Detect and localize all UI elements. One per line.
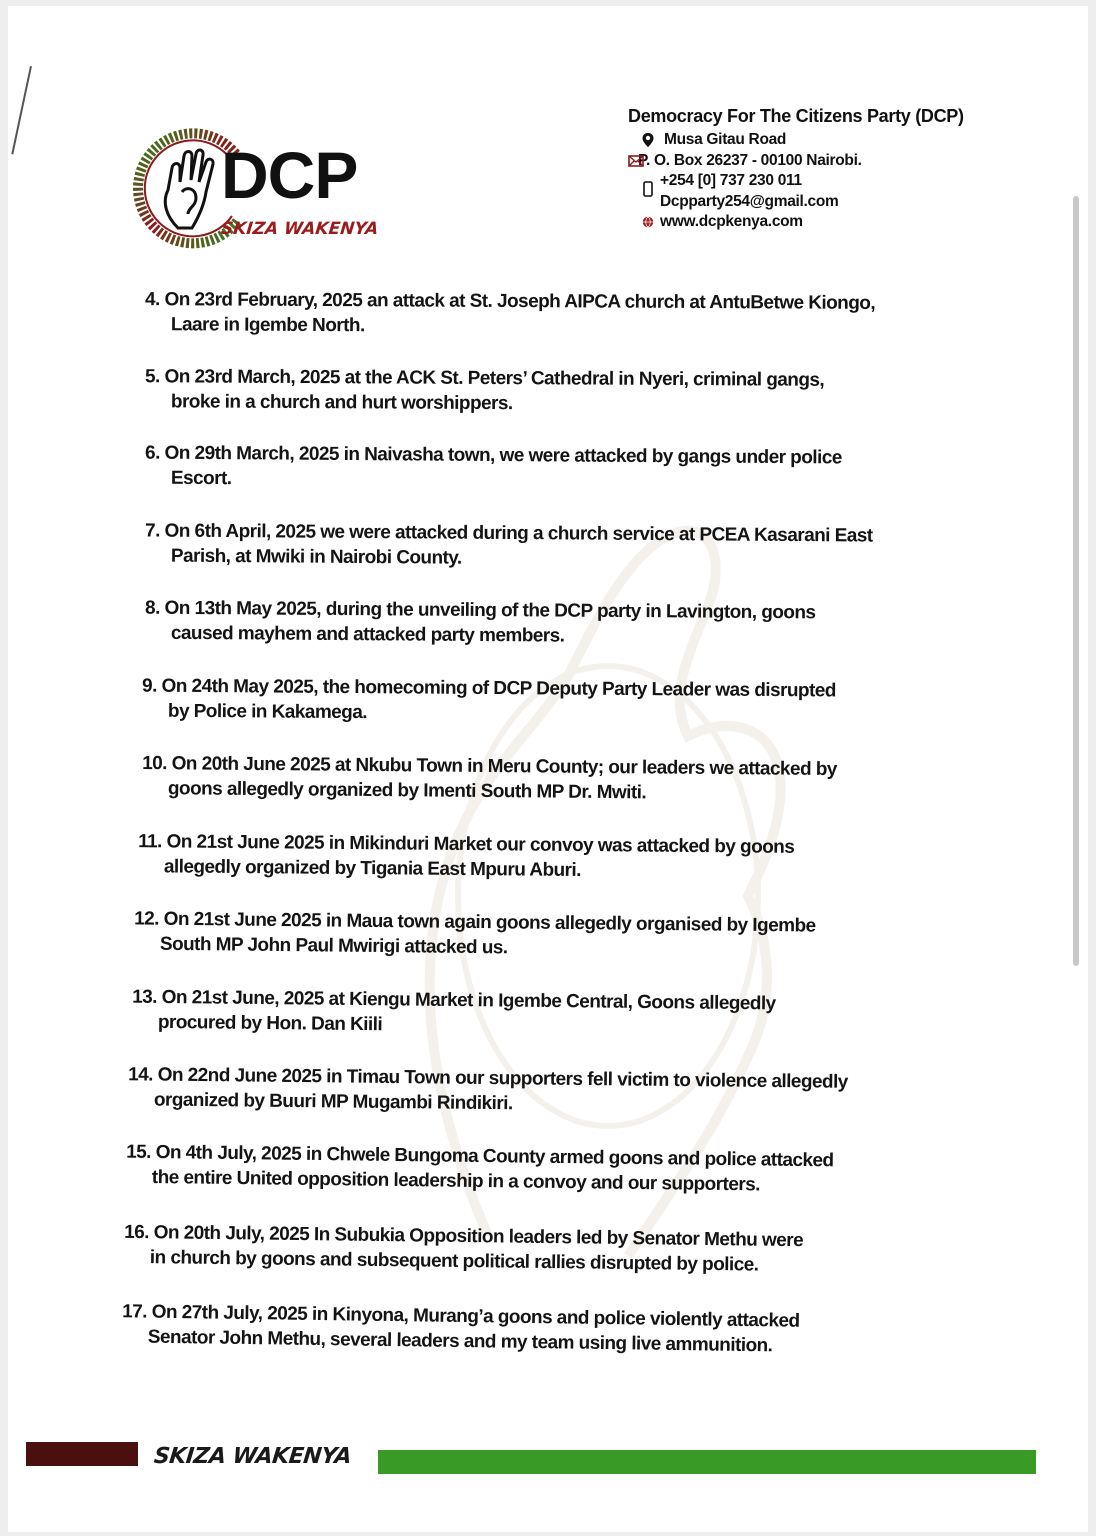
phone-text: +254 [0] 737 230 011 [660,172,802,189]
list-item: 5. On 23rd March, 2025 at the ACK St. Peters’ Cathedral in Nyeri, criminal gangs, broke in a church and hurt worshippers. [145,366,825,415]
letter-page [8,6,1088,1532]
list-item: 13. On 21st June, 2025 at Kiengu Market in Igembe Central, Goons allegedly procured by Hon. Dan Kiili [132,986,776,1036]
edge-mark [11,66,32,154]
party-name: Democracy For The Citizens Party (DCP) [628,106,964,126]
list-item: 12. On 21st June 2025 in Maua town again goons allegedly organised by Igembe South MP John Paul Mwirigi attacked us. [134,908,816,959]
list-item: 7. On 6th April, 2025 we were attacked during a church service at PCEA Kasarani East Parish, at Mwiki in Nairobi County. [145,520,873,569]
list-item: 6. On 29th March, 2025 in Naivasha town, we were attacked by gangs under police Escort. [145,442,842,490]
address-line [628,130,1048,151]
footer-slogan: SKIZA WAKENYA [152,1444,353,1469]
globe-icon [642,216,654,228]
contact-block [628,106,1048,233]
list-item: 16. On 20th July, 2025 In Subukia Opposition leaders led by Senator Methu were in church by goons and subsequent political rallies disrupted by police. [124,1221,804,1276]
email-text[interactable]: Dcpparty254@gmail.com [660,192,839,210]
list-item: 8. On 13th May 2025, during the unveiling of the DCP party in Lavington, goons caused mayhem and attacked party members. [145,597,816,647]
address-text: Musa Gitau Road [664,131,787,148]
list-item: 14. On 22nd June 2025 in Timau Town our supporters fell victim to violence allegedly organized by Buuri MP Mugambi Rindikiri. [128,1064,848,1115]
ear-hand-icon [158,146,220,232]
list-item: 11. On 21st June 2025 in Mikinduri Market our convoy was attacked by goons allegedly organized by Tigania East Mpuru Aburi. [138,831,795,882]
list-item: 9. On 24th May 2025, the homecoming of DCP Deputy Party Leader was disrupted by Police in Kakamega. [142,675,836,724]
pobox-text: P. O. Box 26237 - 00100 Nairobi. [638,151,862,169]
list-item: 4. On 23rd February, 2025 an attack at St. Joseph AIPCA church at AntuBetwe Kiongo, Laare in Igembe North. [145,289,876,337]
envelope-icon [628,153,644,169]
list-item: 10. On 20th June 2025 at Nkubu Town in Meru County; our leaders we attacked by goons allegedly organized by Imenti South MP Dr. Mwiti. [142,752,837,804]
list-item: 17. On 27th July, 2025 in Kinyona, Murang’a goons and police violently attacked Senator John Methu, several leaders and my team using live ammunition. [122,1301,800,1357]
location-pin-icon [640,132,656,148]
website-text[interactable]: www.dcpkenya.com [660,213,803,230]
email-line [628,192,1048,213]
list-item: 15. On 4th July, 2025 in Chwele Bungoma County armed goons and police attacked the entire United opposition leadership in a convoy and our supporters. [126,1141,834,1196]
footer-bar-maroon [26,1442,138,1466]
website-line [628,212,1048,233]
footer-bar-green [378,1450,1036,1474]
pobox-line [628,151,1048,172]
dcp-logo [126,124,406,254]
logo-wordmark: DCP [221,138,358,212]
vertical-scrollbar[interactable] [1073,196,1079,966]
phone-line [628,171,1048,192]
logo-slogan: SKIZA WAKENYA [219,219,380,239]
